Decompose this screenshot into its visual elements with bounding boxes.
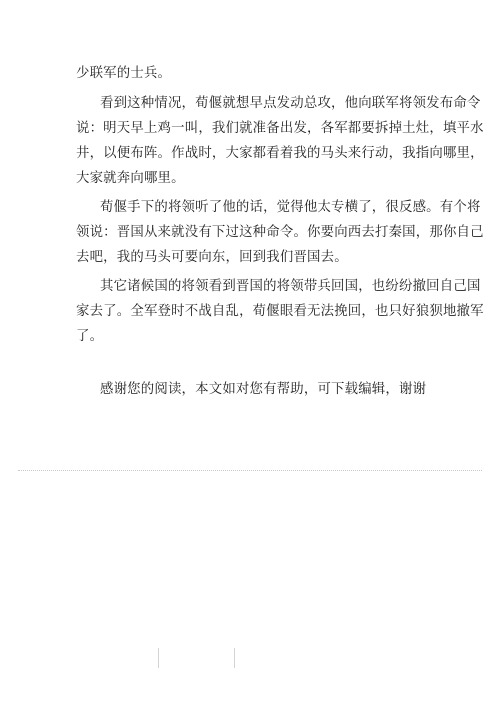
paragraph-line: 去吧，我的马头可要向东，回到我们晋国去。 xyxy=(76,250,348,265)
footer-rule-left xyxy=(158,648,159,668)
paragraph-line: 井，以便布阵。作战时，大家都看着我的马头来行动，我指向哪里， xyxy=(76,146,484,161)
paragraph-line: 荀偃手下的将领听了他的话，觉得他太专横了，很反感。有个将 xyxy=(100,200,481,215)
paragraph-line: 少联军的士兵。 xyxy=(76,66,172,81)
closing-note: 感谢您的阅读，本文如对您有帮助，可下载编辑，谢谢 xyxy=(100,382,427,397)
paragraph-line: 家去了。全军登时不战自乱，荀偃眼看无法挽回，也只好狼狈地撤军 xyxy=(76,304,484,319)
page-divider xyxy=(18,470,482,471)
paragraph-line: 看到这种情况，荀偃就想早点发动总攻，他向联军将领发布命令 xyxy=(100,96,481,111)
paragraph-line: 了。 xyxy=(76,329,104,344)
paragraph-line: 大家就奔向哪里。 xyxy=(76,171,185,186)
footer-rule-right xyxy=(234,648,235,668)
paragraph-line: 领说：晋国从来就没有下过这种命令。你要向西去打秦国，那你自己 xyxy=(76,225,484,240)
paragraph-line: 说：明天早上鸡一叫，我们就准备出发，各军都要拆掉土灶，填平水 xyxy=(76,121,484,136)
paragraph-line: 其它诸候国的将领看到晋国的将领带兵回国，也纷纷撤回自己国 xyxy=(100,279,481,294)
